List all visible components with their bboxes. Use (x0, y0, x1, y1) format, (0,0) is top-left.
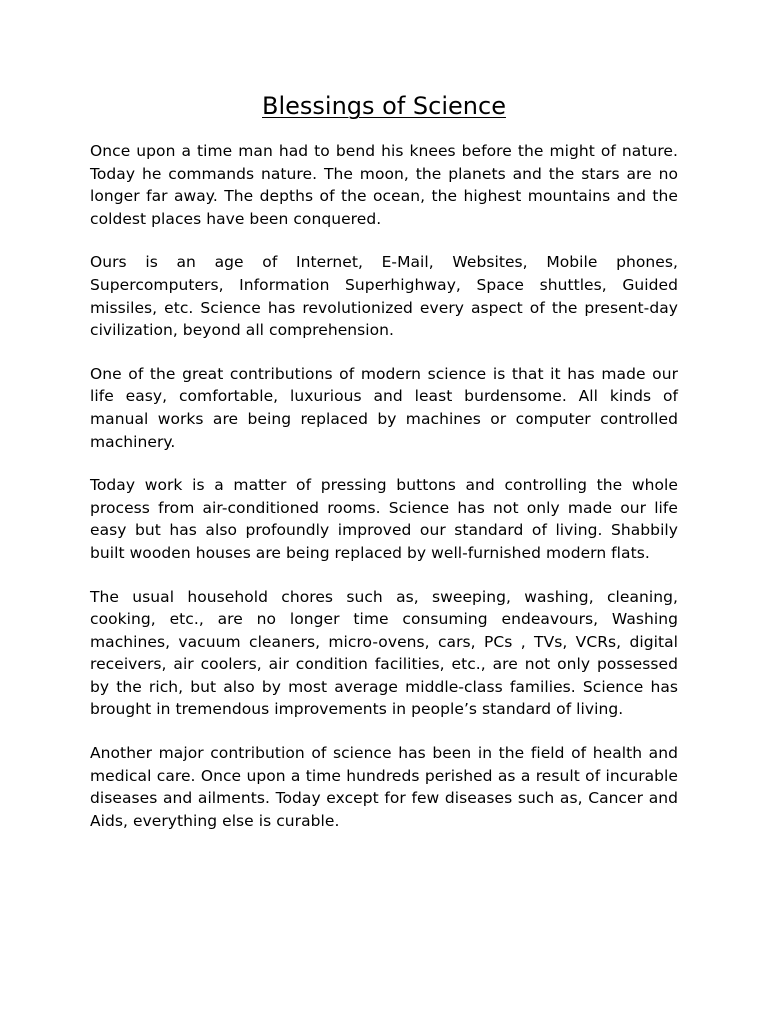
paragraph-2: Ours is an age of Internet, E-Mail, Websites, Mobile phones, Supercomputers, Information Superhighway, Space shuttles, Guided missiles, etc. Science has revolutionized every aspect of the present-day civilization, beyond all comprehension. (90, 253, 678, 340)
paragraph-4: Today work is a matter of pressing buttons and controlling the whole process from air-conditioned rooms. Science has not only made our life easy but has also profoundly improved our standard of living. Shabbily built wooden houses are being replaced by well-furnished modern flats. (90, 476, 678, 562)
paragraph-6: Another major contribution of science has been in the field of health and medical care. Once upon a time hundreds perished as a result of incurable diseases and ailments. Today except for few diseases such as, Cancer and Aids, everything else is curable. (90, 744, 678, 830)
paragraph-3: One of the great contributions of modern science is that it has made our life easy, comfortable, luxurious and least burdensome. All kinds of manual works are being replaced by machines or computer controlled machinery. (90, 364, 678, 451)
document-body (90, 140, 678, 853)
paragraph-1: Once upon a time man had to bend his knees before the might of nature. Today he commands nature. The moon, the planets and the stars are no longer far away. The depths of the ocean, the highest mountains and the coldest places have been conquered. (90, 142, 678, 228)
document-title: Blessings of Science (262, 92, 506, 120)
paragraph-5: The usual household chores such as, sweeping, washing, cleaning, cooking, etc., are no longer time consuming endeavours, Washing machines, vacuum cleaners, micro-ovens, cars, PCs , TVs, VCRs, digital receivers, air coolers, air condition facilities, etc., are not only possessed by the rich, but also by most average middle-class families. Science has brought in tremendous improvements in people’s standard of living. (90, 587, 678, 719)
